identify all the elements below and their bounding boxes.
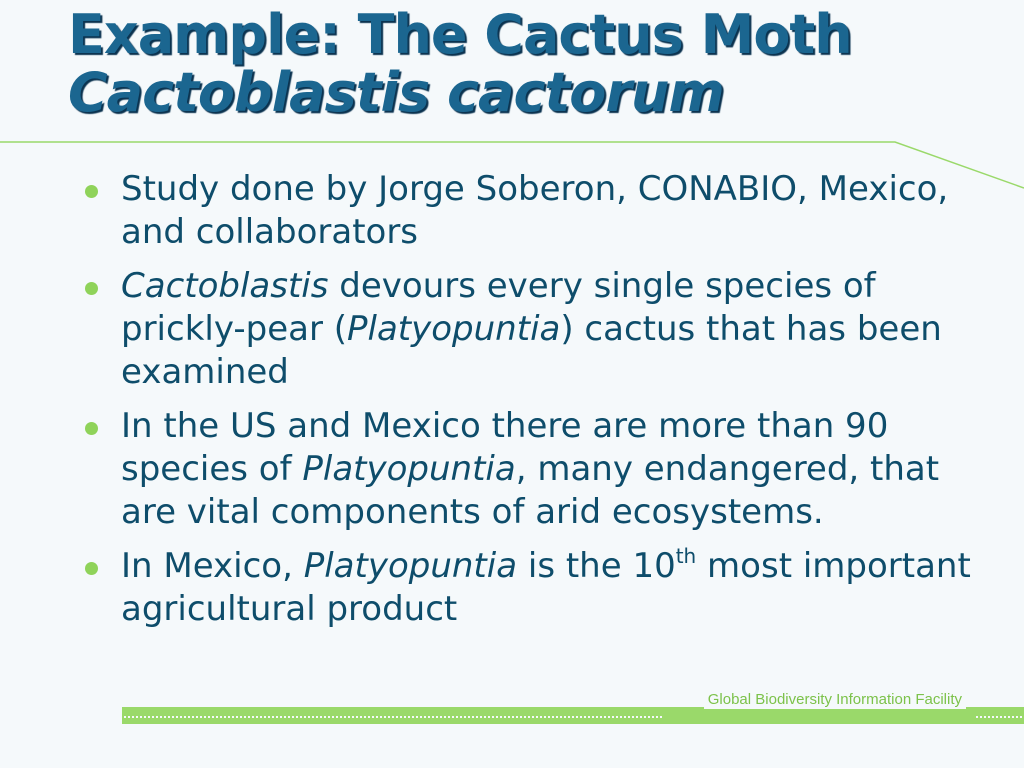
bullet-text: Study done by Jorge Soberon, CONABIO, Mexico, and collaborators — [121, 169, 949, 252]
slide-title — [68, 3, 852, 124]
bullet-item — [80, 168, 980, 254]
bullet-text: In Mexico, — [121, 546, 304, 586]
bullet-text-italic: Platyopuntia — [303, 546, 518, 586]
bullet-dot-icon — [85, 562, 98, 575]
footer-dotted-line-right — [976, 716, 1022, 718]
bullet-text: devours every single species of prickly-pear ( — [121, 266, 876, 349]
bullet-text-italic: Platyopuntia — [302, 449, 516, 489]
bullet-text: most important agricultural product — [121, 546, 971, 629]
bullet-text: ) cactus that has been examined — [121, 309, 942, 392]
bullet-text: , many endangered, that are vital components of arid ecosystems. — [121, 449, 940, 532]
bullet-item — [80, 545, 980, 631]
bullet-text: is the 10 — [517, 546, 676, 586]
slide-title-line2: Cactoblastis cactorum — [68, 61, 724, 124]
slide-title-line1: Example: The Cactus Moth — [68, 3, 852, 66]
bullet-dot-icon — [85, 185, 98, 198]
footer-dotted-line-left — [124, 716, 662, 718]
bullet-text-italic: Platyopuntia — [347, 309, 561, 349]
bullet-text-italic: Cactoblastis — [121, 266, 329, 306]
bullet-item — [80, 265, 980, 394]
bullet-item — [80, 405, 980, 534]
footer-organization-label: Global Biodiversity Information Facility — [704, 691, 966, 709]
bullet-dot-icon — [85, 282, 98, 295]
bullet-list — [80, 168, 980, 642]
bullet-text-superscript: th — [675, 544, 697, 568]
bullet-text: In the US and Mexico there are more than 90 species of — [121, 406, 889, 489]
bullet-dot-icon — [85, 422, 98, 435]
